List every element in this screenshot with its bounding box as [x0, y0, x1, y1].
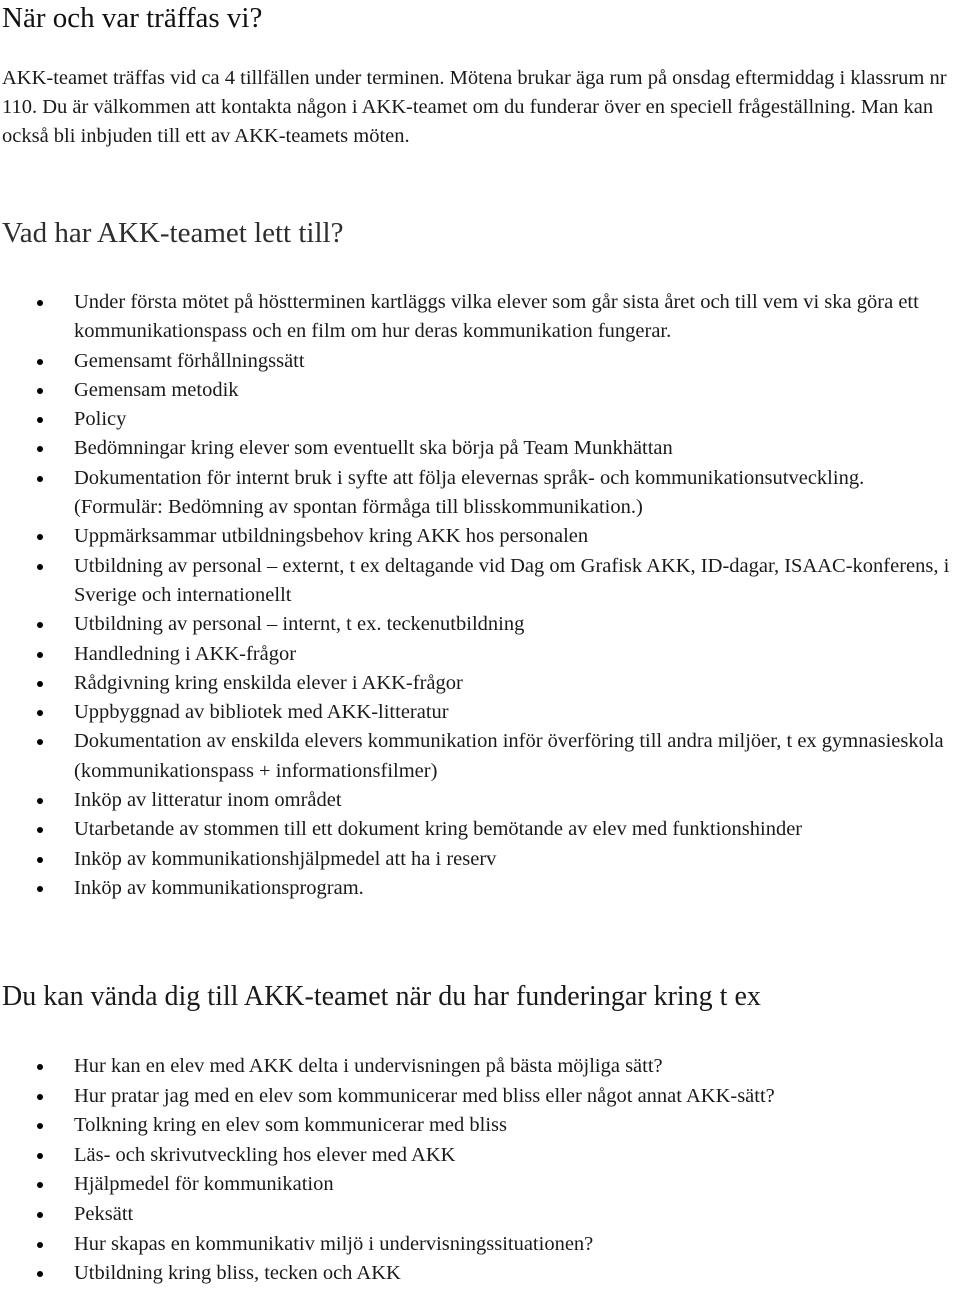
list-item-text: Bedömningar kring elever som eventuellt ska börja på Team Munkhättan: [74, 437, 673, 460]
list-item: [0, 845, 956, 874]
bullet-icon: [37, 1182, 43, 1188]
bullet-icon: [37, 1064, 43, 1070]
bullet-icon: [37, 652, 43, 658]
list-item-text: Rådgivning kring enskilda elever i AKK-frågor: [74, 671, 463, 694]
list-item-text: Hjälpmedel för kommunikation: [74, 1173, 334, 1196]
list-item-text: Läs- och skrivutveckling hos elever med AKK: [74, 1143, 456, 1166]
list-item: [0, 815, 956, 844]
list-item-text: Hur skapas en kommunikativ miljö i undervisningssituationen?: [74, 1232, 594, 1255]
list-item: [0, 376, 956, 405]
list-item: [0, 1082, 956, 1112]
list-item: [0, 1141, 956, 1171]
list-item: [0, 464, 956, 523]
list-item: [0, 1230, 956, 1260]
list-item: [0, 1111, 956, 1141]
list-item: [0, 786, 956, 815]
list-item-text: Inköp av litteratur inom området: [74, 789, 342, 812]
list-item: [0, 347, 956, 376]
list-item-text: Uppmärksammar utbildningsbehov kring AKK hos personalen: [74, 525, 589, 548]
bullet-icon: [37, 564, 43, 570]
list-item: [0, 727, 956, 786]
list-item: [0, 552, 956, 611]
bullet-icon: [37, 359, 43, 365]
bullet-icon: [37, 1123, 43, 1129]
bullet-icon: [37, 1212, 43, 1218]
list-item: [0, 1259, 956, 1289]
bullet-icon: [37, 388, 43, 394]
bullet-icon: [37, 1153, 43, 1159]
list-item-text: Dokumentation av enskilda elevers kommunikation inför överföring till andra miljöer, t ex gymnasieskola (kommunikationspass + informationsfilmer): [74, 730, 944, 782]
heading-results: Vad har AKK-teamet lett till?: [2, 217, 344, 249]
bullet-icon: [37, 681, 43, 687]
list-item-text: Gemensam metodik: [74, 378, 239, 401]
heading-contact-topics: Du kan vända dig till AKK-teamet när du har funderingar kring t ex: [2, 981, 761, 1012]
list-item: [0, 874, 956, 903]
bullet-icon: [37, 1094, 43, 1100]
list-item-text: Gemensamt förhållningssätt: [74, 349, 305, 372]
list-item-text: Hur pratar jag med en elev som kommunicerar med bliss eller något annat AKK-sätt?: [74, 1084, 775, 1107]
bullet-icon: [37, 534, 43, 540]
meeting-info-paragraph: AKK-teamet träffas vid ca 4 tillfällen under terminen. Mötena brukar äga rum på onsdag eftermiddag i klassrum nr 110. Du är välkommen att kontakta någon i AKK-teamet om du funderar över en speciell frågeställning. Man kan också bli inbjuden till ett av AKK-teamets möten.: [2, 67, 947, 147]
list-item-text: Hur kan en elev med AKK delta i undervisningen på bästa möjliga sätt?: [74, 1055, 663, 1077]
bullet-icon: [37, 710, 43, 716]
list-item-text: Utbildning kring bliss, tecken och AKK: [74, 1262, 401, 1285]
list-item: [0, 434, 956, 463]
list-item-text: Peksätt: [74, 1202, 134, 1225]
bullet-icon: [37, 798, 43, 804]
list-item: [0, 698, 956, 727]
list-item: [0, 1052, 956, 1082]
bullet-icon: [37, 476, 43, 482]
list-item-text: Under första mötet på höstterminen kartläggs vilka elever som går sista året och till vem vi ska göra ett kommunikationspass och en film om hur deras kommunikation fungerar.: [74, 291, 919, 343]
list-item: [0, 669, 956, 698]
list-item: [0, 1170, 956, 1200]
list-item-text: Tolkning kring en elev som kommunicerar med bliss: [74, 1114, 507, 1137]
list-item-text: Inköp av kommunikationsprogram.: [74, 876, 364, 899]
list-item: [0, 405, 956, 434]
bullet-icon: [37, 417, 43, 423]
list-item-text: Utarbetande av stommen till ett dokument kring bemötande av elev med funktionshinder: [74, 818, 803, 841]
list-item: [0, 610, 956, 639]
list-item-text: Handledning i AKK-frågor: [74, 642, 297, 665]
list-item: [0, 640, 956, 669]
bullet-icon: [37, 446, 43, 452]
list-item-text: Policy: [74, 408, 127, 431]
list-item: [0, 288, 956, 347]
list-item-text: Dokumentation för internt bruk i syfte att följa elevernas språk- och kommunikationsutveckling. (Formulär: Bedömning av spontan förmåga till blisskommunikation.): [74, 466, 865, 519]
bullet-icon: [37, 886, 43, 892]
list-item-text: Inköp av kommunikationshjälpmedel att ha i reserv: [74, 847, 497, 870]
heading-when-where: När och var träffas vi?: [2, 2, 263, 34]
bullet-icon: [37, 739, 43, 745]
results-list: [0, 288, 960, 903]
contact-topics-list: [0, 1052, 960, 1289]
bullet-icon: [37, 1242, 43, 1248]
bullet-icon: [37, 622, 43, 628]
list-item-text: Uppbyggnad av bibliotek med AKK-litteratur: [74, 701, 449, 724]
list-item-text: Utbildning av personal – externt, t ex deltagande vid Dag om Grafisk AKK, ID-dagar, ISAAC-konferens, i Sverige och internationellt: [74, 554, 950, 606]
bullet-icon: [37, 857, 43, 863]
bullet-icon: [37, 1271, 43, 1277]
list-item: [0, 1200, 956, 1230]
list-item: [0, 522, 956, 551]
bullet-icon: [37, 300, 43, 306]
list-item-text: Utbildning av personal – internt, t ex. teckenutbildning: [74, 613, 525, 636]
bullet-icon: [37, 827, 43, 833]
